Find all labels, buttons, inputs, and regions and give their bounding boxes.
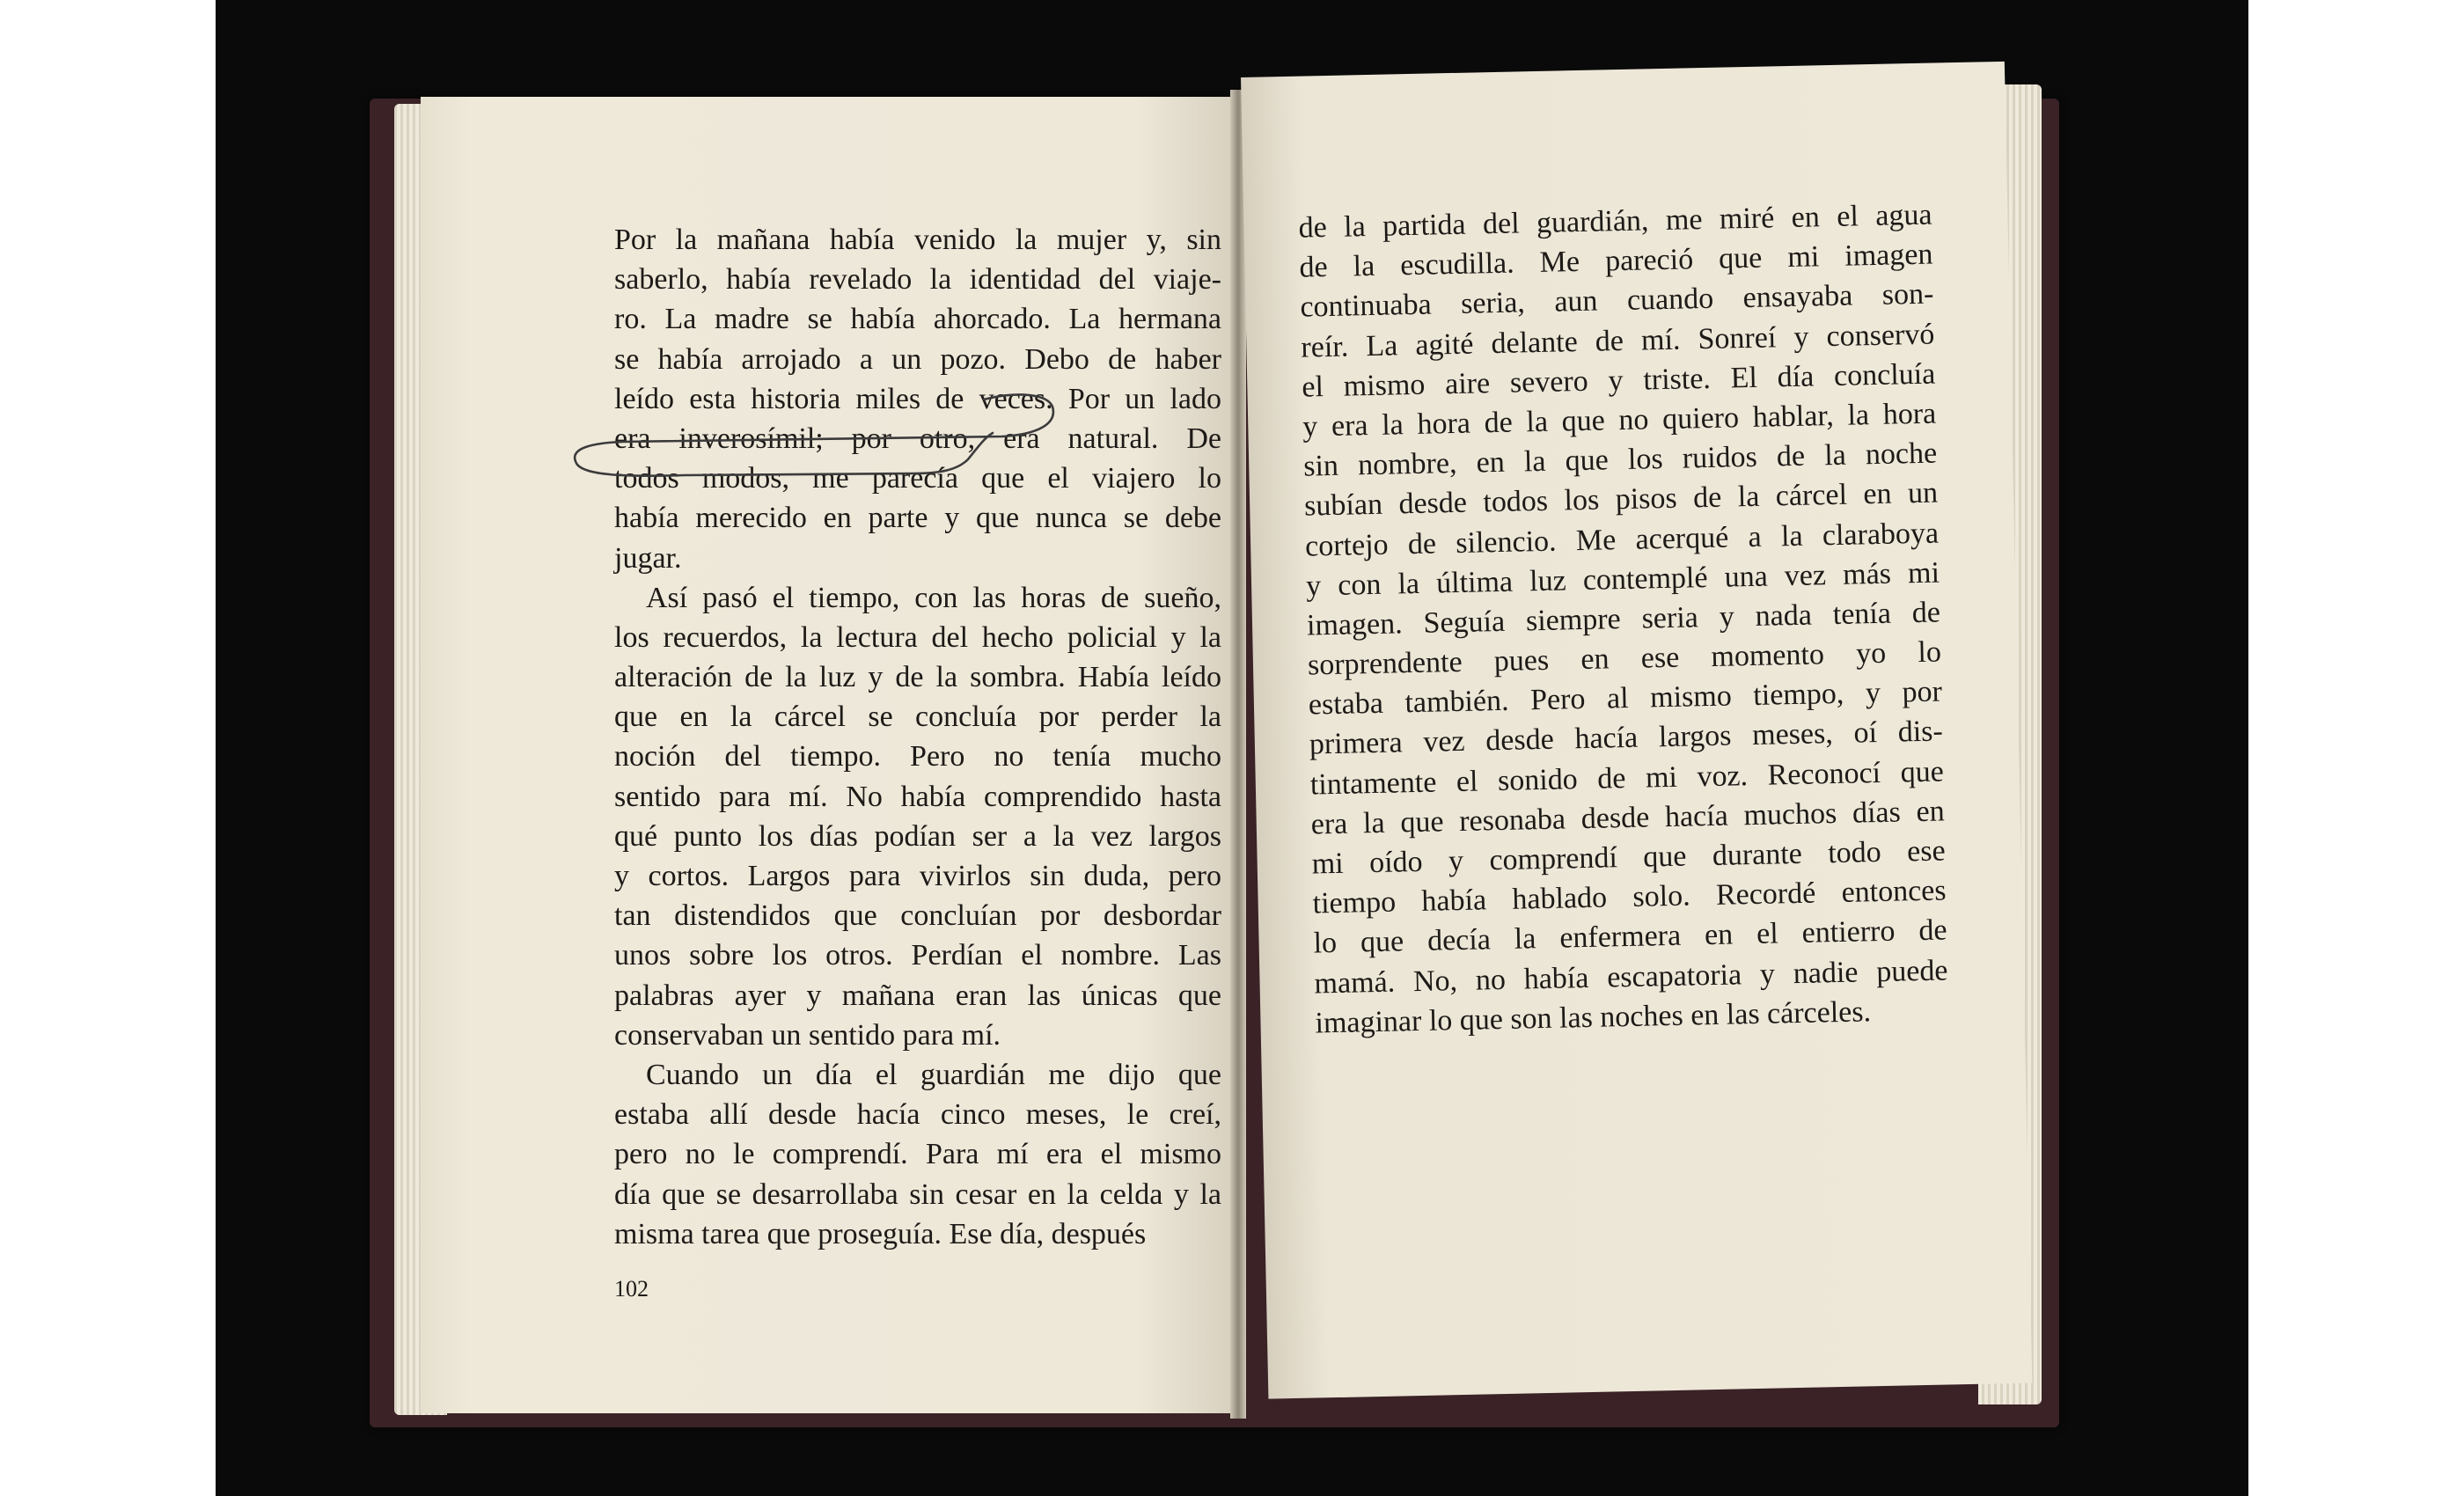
text-line: había merecido en parte y que nunca se debe	[614, 502, 1221, 535]
text-line: el mismo aire severo y triste. El día concluía	[1301, 357, 1936, 404]
text-line: unos sobre los otros. Perdían el nombre. Las	[614, 939, 1221, 972]
text-line: tiempo había hablado solo. Recordé entonces	[1312, 874, 1947, 920]
text-line: sentido para mí. No había comprendido hasta	[614, 780, 1221, 813]
right-page-text	[1298, 195, 1949, 1044]
text-line: y era la hora de la que no quiero hablar, la hora	[1302, 397, 1937, 444]
text-line: de la partida del guardián, me miré en el agua	[1298, 198, 1932, 245]
text-line: pero no le comprendí. Para mí era el mismo	[614, 1138, 1221, 1171]
text-line: Así pasó el tiempo, con las horas de sueño,	[646, 581, 1221, 614]
text-line: palabras ayer y mañana eran las únicas que	[614, 979, 1221, 1012]
text-line: y con la última luz contemplé una vez más mi	[1305, 556, 1940, 603]
text-line: estaba también. Pero al mismo tiempo, y por	[1308, 675, 1943, 722]
text-line: estaba allí desde hacía cinco meses, le creí,	[614, 1098, 1221, 1132]
left-page-text	[614, 220, 1221, 1254]
text-line: jugar.	[614, 541, 682, 575]
text-line: todos modos, me parecía que el viajero lo	[614, 462, 1221, 495]
text-line: y cortos. Largos para vivirlos sin duda, pero	[614, 860, 1221, 892]
text-line: tintamente el sonido de mi voz. Reconocí que	[1309, 755, 1945, 802]
text-line: imagen. Seguía siempre seria y nada tenía de	[1306, 596, 1941, 642]
text-line: los recuerdos, la lectura del hecho policial y la	[614, 620, 1221, 654]
text-line: que en la cárcel se concluía por perder la	[614, 700, 1221, 734]
text-line: subían desde todos los pisos de la cárcel en un	[1303, 476, 1939, 523]
text-line: misma tarea que proseguía. Ese día, después	[614, 1217, 1147, 1250]
text-line: de la escudilla. Me pareció que mi imagen	[1299, 238, 1933, 284]
text-line: era inverosímil; por otro, era natural. De	[614, 422, 1221, 455]
text-line: cortejo de silencio. Me acerqué a la claraboya	[1304, 517, 1940, 563]
text-line: Cuando un día el guardián me dijo que	[646, 1058, 1221, 1091]
text-line: noción del tiempo. Pero no tenía mucho	[614, 740, 1221, 774]
text-line: Por la mañana había venido la mujer y, sin	[614, 224, 1221, 256]
text-line: mi oído y comprendí que durante todo ese	[1311, 834, 1946, 881]
text-line: día que se desarrollaba sin cesar en la celda y la	[614, 1177, 1221, 1211]
text-line: primera vez desde hacía largos meses, oí dis-	[1309, 715, 1944, 761]
text-line: conservaban un sentido para mí.	[614, 1018, 1001, 1052]
text-line: sorprendente pues en ese momento yo lo	[1307, 635, 1942, 682]
text-line: reír. La agité delante de mí. Sonreí y conservó	[1301, 318, 1935, 364]
text-line: ro. La madre se había ahorcado. La hermana	[614, 303, 1221, 336]
text-line: continuaba seria, aun cuando ensayaba son-	[1300, 277, 1934, 325]
right-page	[1241, 62, 2032, 1399]
left-page	[421, 97, 1235, 1413]
page-number: 102	[614, 1276, 649, 1302]
text-line: leído esta historia miles de veces. Por un lado	[614, 382, 1221, 415]
book-gutter	[1230, 90, 1246, 1419]
open-book	[368, 72, 2056, 1429]
text-line: tan distendidos que concluían por desbordar	[614, 899, 1221, 933]
text-line: imaginar lo que son las noches en las cárceles.	[1315, 994, 1872, 1040]
text-line: saberlo, había revelado la identidad del viaje-	[614, 263, 1221, 297]
text-line: mamá. No, no había escapatoria y nadie puede	[1314, 953, 1948, 1001]
text-line: alteración de la luz y de la sombra. Había leído	[614, 661, 1221, 694]
text-line: lo que decía la enfermera en el entierro de	[1313, 913, 1947, 960]
text-line: sin nombre, en la que los ruidos de la noche	[1302, 436, 1938, 483]
text-line: era la que resonaba desde hacía muchos días en	[1310, 795, 1946, 841]
text-line: qué punto los días podían ser a la vez largos	[614, 819, 1221, 853]
text-line: se había arrojado a un pozo. Debo de haber	[614, 342, 1221, 376]
